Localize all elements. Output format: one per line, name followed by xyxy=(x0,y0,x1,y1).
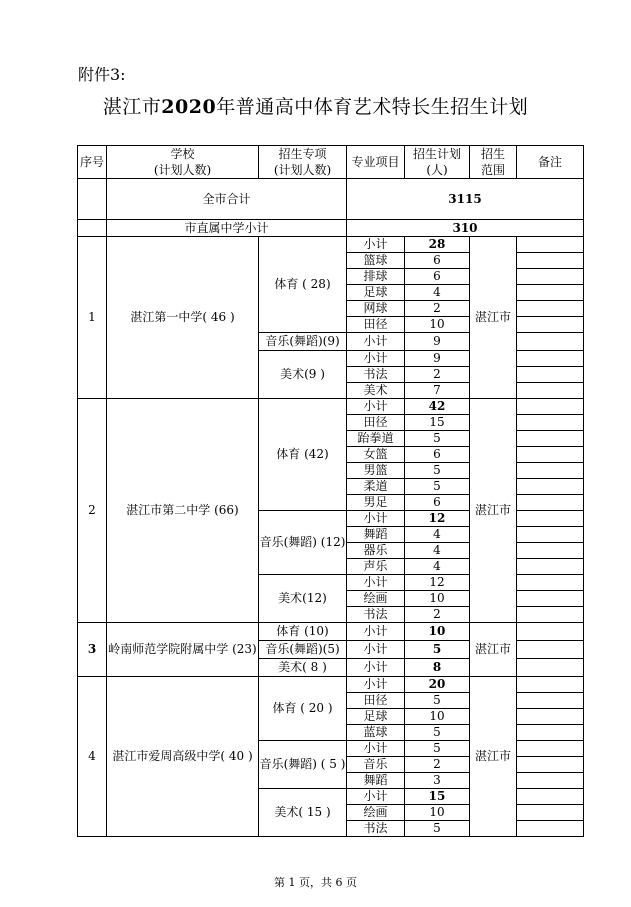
enrollment-range: 湛江市 xyxy=(470,623,517,677)
project-cell: 绘画 xyxy=(347,591,405,607)
plan-count-cell: 4 xyxy=(405,527,470,543)
project-cell: 小计 xyxy=(347,789,405,805)
header-special: 招生专项 (计划人数) xyxy=(259,146,347,179)
plan-count-cell: 42 xyxy=(405,399,470,415)
plan-count-cell: 5 xyxy=(405,463,470,479)
title-suffix: 年普通高中体育艺术特长生招生计划 xyxy=(216,96,529,118)
project-cell: 蓝球 xyxy=(347,725,405,741)
plan-count-cell: 8 xyxy=(405,659,470,677)
header-seq: 序号 xyxy=(78,146,107,179)
school-seq: 2 xyxy=(78,399,107,623)
project-cell: 小计 xyxy=(347,237,405,253)
city-total-row xyxy=(78,179,584,220)
plan-count-cell: 9 xyxy=(405,333,470,351)
specialty-group: 体育 ( 28) xyxy=(259,237,347,333)
plan-count-cell: 2 xyxy=(405,301,470,317)
table-row xyxy=(78,237,584,253)
direct-subtotal-label: 市直属中学小计 xyxy=(107,220,347,237)
project-cell: 跆拳道 xyxy=(347,431,405,447)
plan-count-cell: 5 xyxy=(405,431,470,447)
note-cell xyxy=(517,789,584,805)
plan-count-cell: 9 xyxy=(405,351,470,367)
project-cell: 田径 xyxy=(347,415,405,431)
project-cell: 书法 xyxy=(347,821,405,837)
school-seq: 1 xyxy=(78,237,107,399)
enrollment-range: 湛江市 xyxy=(470,677,517,837)
note-cell xyxy=(517,725,584,741)
specialty-group: 体育 (10) xyxy=(259,623,347,641)
direct-subtotal-value: 310 xyxy=(347,220,584,237)
plan-count-cell: 5 xyxy=(405,821,470,837)
project-cell: 绘画 xyxy=(347,805,405,821)
note-cell xyxy=(517,709,584,725)
project-cell: 网球 xyxy=(347,301,405,317)
enrollment-plan-table xyxy=(77,145,584,837)
note-cell xyxy=(517,527,584,543)
project-cell: 小计 xyxy=(347,399,405,415)
project-cell: 声乐 xyxy=(347,559,405,575)
project-cell: 书法 xyxy=(347,367,405,383)
title-prefix: 湛江市 xyxy=(102,96,162,118)
plan-count-cell: 6 xyxy=(405,253,470,269)
direct-subtotal-row xyxy=(78,220,584,237)
table-row xyxy=(78,623,584,641)
specialty-group: 美术(9 ) xyxy=(259,351,347,399)
project-cell: 足球 xyxy=(347,709,405,725)
note-cell xyxy=(517,693,584,709)
note-cell xyxy=(517,821,584,837)
note-cell xyxy=(517,623,584,641)
note-cell xyxy=(517,757,584,773)
project-cell: 小计 xyxy=(347,641,405,659)
plan-count-cell: 6 xyxy=(405,495,470,511)
school-seq: 3 xyxy=(78,623,107,677)
note-cell xyxy=(517,773,584,789)
specialty-group: 体育 (42) xyxy=(259,399,347,511)
plan-count-cell: 6 xyxy=(405,447,470,463)
plan-count-cell: 20 xyxy=(405,677,470,693)
specialty-group: 体育 ( 20 ) xyxy=(259,677,347,741)
plan-count-cell: 10 xyxy=(405,805,470,821)
enrollment-range: 湛江市 xyxy=(470,399,517,623)
project-cell: 男篮 xyxy=(347,463,405,479)
project-cell: 排球 xyxy=(347,269,405,285)
project-cell: 小计 xyxy=(347,741,405,757)
plan-count-cell: 7 xyxy=(405,383,470,399)
note-cell xyxy=(517,333,584,351)
project-cell: 小计 xyxy=(347,511,405,527)
plan-count-cell: 15 xyxy=(405,415,470,431)
note-cell xyxy=(517,591,584,607)
city-total-value: 3115 xyxy=(347,179,584,220)
note-cell xyxy=(517,659,584,677)
school-name: 湛江市爱周高级中学( 40 ) xyxy=(107,677,259,837)
project-cell: 小计 xyxy=(347,575,405,591)
note-cell xyxy=(517,399,584,415)
project-cell: 小计 xyxy=(347,623,405,641)
school-name: 湛江第一中学( 46 ) xyxy=(107,237,259,399)
plan-count-cell: 12 xyxy=(405,575,470,591)
project-cell: 足球 xyxy=(347,285,405,301)
plan-count-cell: 6 xyxy=(405,269,470,285)
note-cell xyxy=(517,317,584,333)
note-cell xyxy=(517,479,584,495)
note-cell xyxy=(517,495,584,511)
project-cell: 小计 xyxy=(347,677,405,693)
project-cell: 田径 xyxy=(347,317,405,333)
project-cell: 音乐 xyxy=(347,757,405,773)
project-cell: 田径 xyxy=(347,693,405,709)
plan-count-cell: 10 xyxy=(405,317,470,333)
enrollment-range: 湛江市 xyxy=(470,237,517,399)
project-cell: 篮球 xyxy=(347,253,405,269)
plan-count-cell: 4 xyxy=(405,543,470,559)
project-cell: 书法 xyxy=(347,607,405,623)
project-cell: 男足 xyxy=(347,495,405,511)
specialty-group: 美术( 8 ) xyxy=(259,659,347,677)
note-cell xyxy=(517,383,584,399)
specialty-group: 音乐(舞蹈) (12) xyxy=(259,511,347,575)
project-cell: 美术 xyxy=(347,383,405,399)
page-title xyxy=(0,92,631,119)
plan-count-cell: 5 xyxy=(405,725,470,741)
note-cell xyxy=(517,543,584,559)
city-total-label: 全市合计 xyxy=(107,179,347,220)
note-cell xyxy=(517,447,584,463)
plan-count-cell: 28 xyxy=(405,237,470,253)
table-row xyxy=(78,399,584,415)
note-cell xyxy=(517,559,584,575)
note-cell xyxy=(517,575,584,591)
plan-count-cell: 5 xyxy=(405,479,470,495)
header-note: 备注 xyxy=(517,146,584,179)
note-cell xyxy=(517,805,584,821)
note-cell xyxy=(517,237,584,253)
header-school: 学校 (计划人数) xyxy=(107,146,259,179)
project-cell: 小计 xyxy=(347,659,405,677)
note-cell xyxy=(517,351,584,367)
note-cell xyxy=(517,285,584,301)
project-cell: 器乐 xyxy=(347,543,405,559)
plan-count-cell: 4 xyxy=(405,285,470,301)
project-cell: 小计 xyxy=(347,333,405,351)
note-cell xyxy=(517,607,584,623)
school-seq: 4 xyxy=(78,677,107,837)
plan-count-cell: 5 xyxy=(405,693,470,709)
header-range: 招生 范围 xyxy=(470,146,517,179)
header-row xyxy=(78,146,584,179)
specialty-group: 音乐(舞蹈)(9) xyxy=(259,333,347,351)
note-cell xyxy=(517,253,584,269)
specialty-group: 美术( 15 ) xyxy=(259,789,347,837)
plan-count-cell: 5 xyxy=(405,641,470,659)
specialty-group: 音乐(舞蹈)(5) xyxy=(259,641,347,659)
plan-count-cell: 2 xyxy=(405,607,470,623)
plan-count-cell: 5 xyxy=(405,741,470,757)
title-year: 2020 xyxy=(161,96,217,118)
note-cell xyxy=(517,741,584,757)
project-cell: 舞蹈 xyxy=(347,527,405,543)
plan-count-cell: 12 xyxy=(405,511,470,527)
note-cell xyxy=(517,367,584,383)
plan-count-cell: 3 xyxy=(405,773,470,789)
specialty-group: 美术(12) xyxy=(259,575,347,623)
plan-count-cell: 15 xyxy=(405,789,470,805)
plan-count-cell: 4 xyxy=(405,559,470,575)
note-cell xyxy=(517,677,584,693)
note-cell xyxy=(517,511,584,527)
plan-count-cell: 10 xyxy=(405,709,470,725)
project-cell: 小计 xyxy=(347,351,405,367)
header-plan: 招生计划 (人) xyxy=(405,146,470,179)
school-name: 岭南师范学院附属中学 (23) xyxy=(107,623,259,677)
plan-count-cell: 2 xyxy=(405,757,470,773)
note-cell xyxy=(517,301,584,317)
school-name: 湛江市第二中学 (66) xyxy=(107,399,259,623)
project-cell: 柔道 xyxy=(347,479,405,495)
plan-count-cell: 2 xyxy=(405,367,470,383)
note-cell xyxy=(517,463,584,479)
header-project: 专业项目 xyxy=(347,146,405,179)
note-cell xyxy=(517,269,584,285)
project-cell: 女篮 xyxy=(347,447,405,463)
note-cell xyxy=(517,415,584,431)
table-row xyxy=(78,677,584,693)
note-cell xyxy=(517,431,584,447)
plan-count-cell: 10 xyxy=(405,591,470,607)
plan-count-cell: 10 xyxy=(405,623,470,641)
page-footer: 第 1 页，共 6 页 xyxy=(274,876,357,889)
specialty-group: 音乐(舞蹈) ( 5 ) xyxy=(259,741,347,789)
project-cell: 舞蹈 xyxy=(347,773,405,789)
note-cell xyxy=(517,641,584,659)
attachment-label: 附件3: xyxy=(78,65,126,84)
